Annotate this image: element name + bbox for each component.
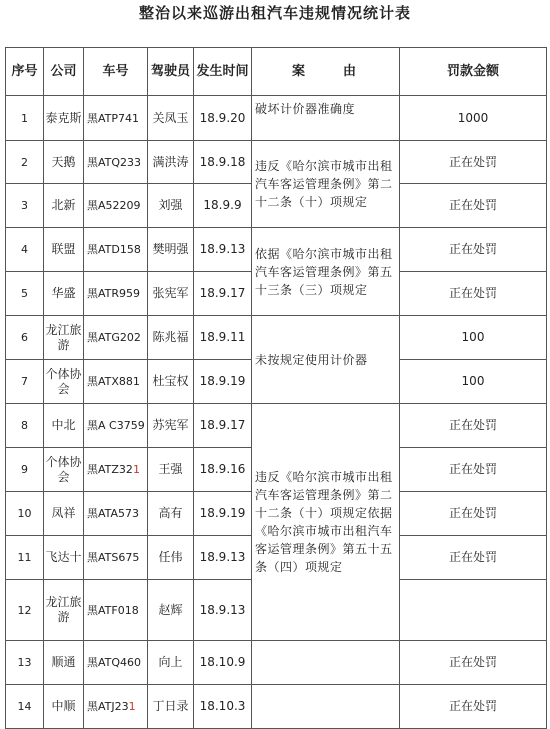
cell-driver: 陈兆福 [148, 316, 194, 360]
cell-plate [84, 272, 148, 316]
cell-plate [84, 96, 148, 141]
cell-date: 18.9.11 [194, 316, 252, 360]
cell-company: 华盛 [44, 272, 84, 316]
plate-text: 黑ATQ460 [87, 656, 142, 669]
table-header-row [6, 48, 547, 96]
page-title: 整治以来巡游出租汽车违规情况统计表 [138, 4, 411, 22]
cell-idx: 7 [6, 360, 44, 404]
cell-date: 18.9.13 [194, 228, 252, 272]
cell-company: 飞达十 [44, 536, 84, 580]
cell-company: 联盟 [44, 228, 84, 272]
cell-idx: 6 [6, 316, 44, 360]
cell-plate [84, 316, 148, 360]
cell-company: 中北 [44, 404, 84, 448]
cell-idx: 11 [6, 536, 44, 580]
header-plate: 车号 [84, 48, 148, 96]
cell-date: 18.9.19 [194, 360, 252, 404]
cell-plate [84, 360, 148, 404]
cell-driver: 满洪涛 [148, 141, 194, 184]
cell-date: 18.9.9 [194, 184, 252, 228]
plate-text: 黑ATG202 [87, 331, 141, 344]
header-date: 发生时间 [194, 48, 252, 96]
cell-idx: 10 [6, 492, 44, 536]
cell-plate [84, 448, 148, 492]
cell-date: 18.9.16 [194, 448, 252, 492]
cell-company: 天鹅 [44, 141, 84, 184]
violations-table [5, 47, 547, 729]
cell-reason-empty [400, 580, 547, 641]
cell-idx: 2 [6, 141, 44, 184]
cell-idx: 4 [6, 228, 44, 272]
cell-reason-empty [252, 685, 400, 729]
cell-reason-empty [252, 641, 400, 685]
cell-driver: 王强 [148, 448, 194, 492]
header-fine: 罚款金额 [400, 48, 547, 96]
cell-company: 中顺 [44, 685, 84, 729]
cell-fine: 正在处罚 [400, 448, 547, 492]
cell-idx: 12 [6, 580, 44, 641]
plate-text: 黑ATR959 [87, 287, 141, 300]
cell-reason: 依据《哈尔滨市城市出租汽车客运管理条例》第五十三条（三）项规定 [252, 228, 400, 316]
cell-fine: 正在处罚 [400, 404, 547, 448]
cell-fine: 正在处罚 [400, 641, 547, 685]
cell-driver: 关凤玉 [148, 96, 194, 141]
cell-fine: 正在处罚 [400, 184, 547, 228]
cell-driver: 杜宝权 [148, 360, 194, 404]
cell-driver: 苏宪军 [148, 404, 194, 448]
cell-fine: 正在处罚 [400, 685, 547, 729]
cell-date: 18.9.13 [194, 536, 252, 580]
plate-text: 黑ATD158 [87, 243, 141, 256]
cell-company: 个体协会 [44, 448, 84, 492]
plate-red-suffix: 1 [132, 463, 140, 476]
plate-text: 黑ATF018 [87, 603, 139, 617]
plate-text: 黑A52209 [87, 199, 141, 212]
cell-plate [84, 641, 148, 685]
header-idx: 序号 [6, 48, 44, 96]
cell-plate [84, 141, 148, 184]
cell-idx: 9 [6, 448, 44, 492]
cell-idx: 13 [6, 641, 44, 685]
cell-fine: 100 [400, 360, 547, 404]
plate-text: 黑ATZ32 [87, 463, 133, 476]
cell-company: 顺通 [44, 641, 84, 685]
plate-text: 黑ATX881 [87, 375, 140, 388]
cell-date: 18.9.18 [194, 141, 252, 184]
cell-idx: 3 [6, 184, 44, 228]
table-row [6, 404, 547, 448]
plate-text: 黑A C3759 [87, 419, 145, 432]
cell-driver: 任伟 [148, 536, 194, 580]
table-row [6, 641, 547, 685]
cell-idx: 5 [6, 272, 44, 316]
cell-date: 18.10.9 [194, 641, 252, 685]
cell-company: 龙江旅游 [44, 316, 84, 360]
cell-company: 个体协会 [44, 360, 84, 404]
cell-reason: 违反《哈尔滨市城市出租汽车客运管理条例》第二十二条（十）项规定依据《哈尔滨市城市出租汽车客运管理条例》第五十五条（四）项规定 [252, 404, 400, 641]
cell-reason: 违反《哈尔滨市城市出租汽车客运管理条例》第二十二条（十）项规定 [252, 141, 400, 228]
cell-date: 18.9.19 [194, 492, 252, 536]
cell-date: 18.9.20 [194, 96, 252, 141]
plate-text: 黑ATS675 [87, 551, 140, 564]
table-row [6, 96, 547, 141]
cell-company: 泰克斯 [44, 96, 84, 141]
header-reason: 案由 [252, 48, 400, 96]
cell-driver: 张宪军 [148, 272, 194, 316]
cell-fine: 正在处罚 [400, 492, 547, 536]
cell-date: 18.9.17 [194, 272, 252, 316]
cell-date: 18.9.17 [194, 404, 252, 448]
cell-company: 北新 [44, 184, 84, 228]
cell-company: 凤祥 [44, 492, 84, 536]
cell-reason: 破坏计价器准确度 [252, 96, 400, 141]
cell-plate [84, 492, 148, 536]
cell-driver: 向上 [148, 641, 194, 685]
cell-plate [84, 404, 148, 448]
cell-fine: 正在处罚 [400, 141, 547, 184]
cell-plate [84, 685, 148, 729]
header-company: 公司 [44, 48, 84, 96]
cell-fine: 正在处罚 [400, 228, 547, 272]
plate-text: 黑ATP741 [87, 111, 140, 125]
cell-plate [84, 228, 148, 272]
cell-fine: 100 [400, 316, 547, 360]
cell-driver: 刘强 [148, 184, 194, 228]
cell-date: 18.10.3 [194, 685, 252, 729]
cell-driver: 丁日录 [148, 685, 194, 729]
plate-text: 黑ATQ233 [87, 155, 142, 169]
table-row [6, 316, 547, 360]
cell-fine: 1000 [400, 96, 547, 141]
cell-fine: 正在处罚 [400, 272, 547, 316]
plate-text: 黑ATJ23 [87, 700, 129, 713]
cell-plate [84, 536, 148, 580]
cell-driver: 高有 [148, 492, 194, 536]
cell-fine: 正在处罚 [400, 536, 547, 580]
cell-reason: 未按规定使用计价器 [252, 316, 400, 404]
plate-text: 黑ATA573 [87, 507, 140, 520]
header-driver: 驾驶员 [148, 48, 194, 96]
cell-plate [84, 184, 148, 228]
table-row [6, 685, 547, 729]
cell-plate [84, 580, 148, 641]
table-row [6, 141, 547, 184]
cell-driver: 赵辉 [148, 580, 194, 641]
cell-driver: 樊明强 [148, 228, 194, 272]
cell-idx: 14 [6, 685, 44, 729]
cell-company: 龙江旅游 [44, 580, 84, 641]
cell-date: 18.9.13 [194, 580, 252, 641]
plate-red-suffix: 1 [128, 700, 136, 713]
cell-idx: 1 [6, 96, 44, 141]
table-row [6, 228, 547, 272]
cell-idx: 8 [6, 404, 44, 448]
